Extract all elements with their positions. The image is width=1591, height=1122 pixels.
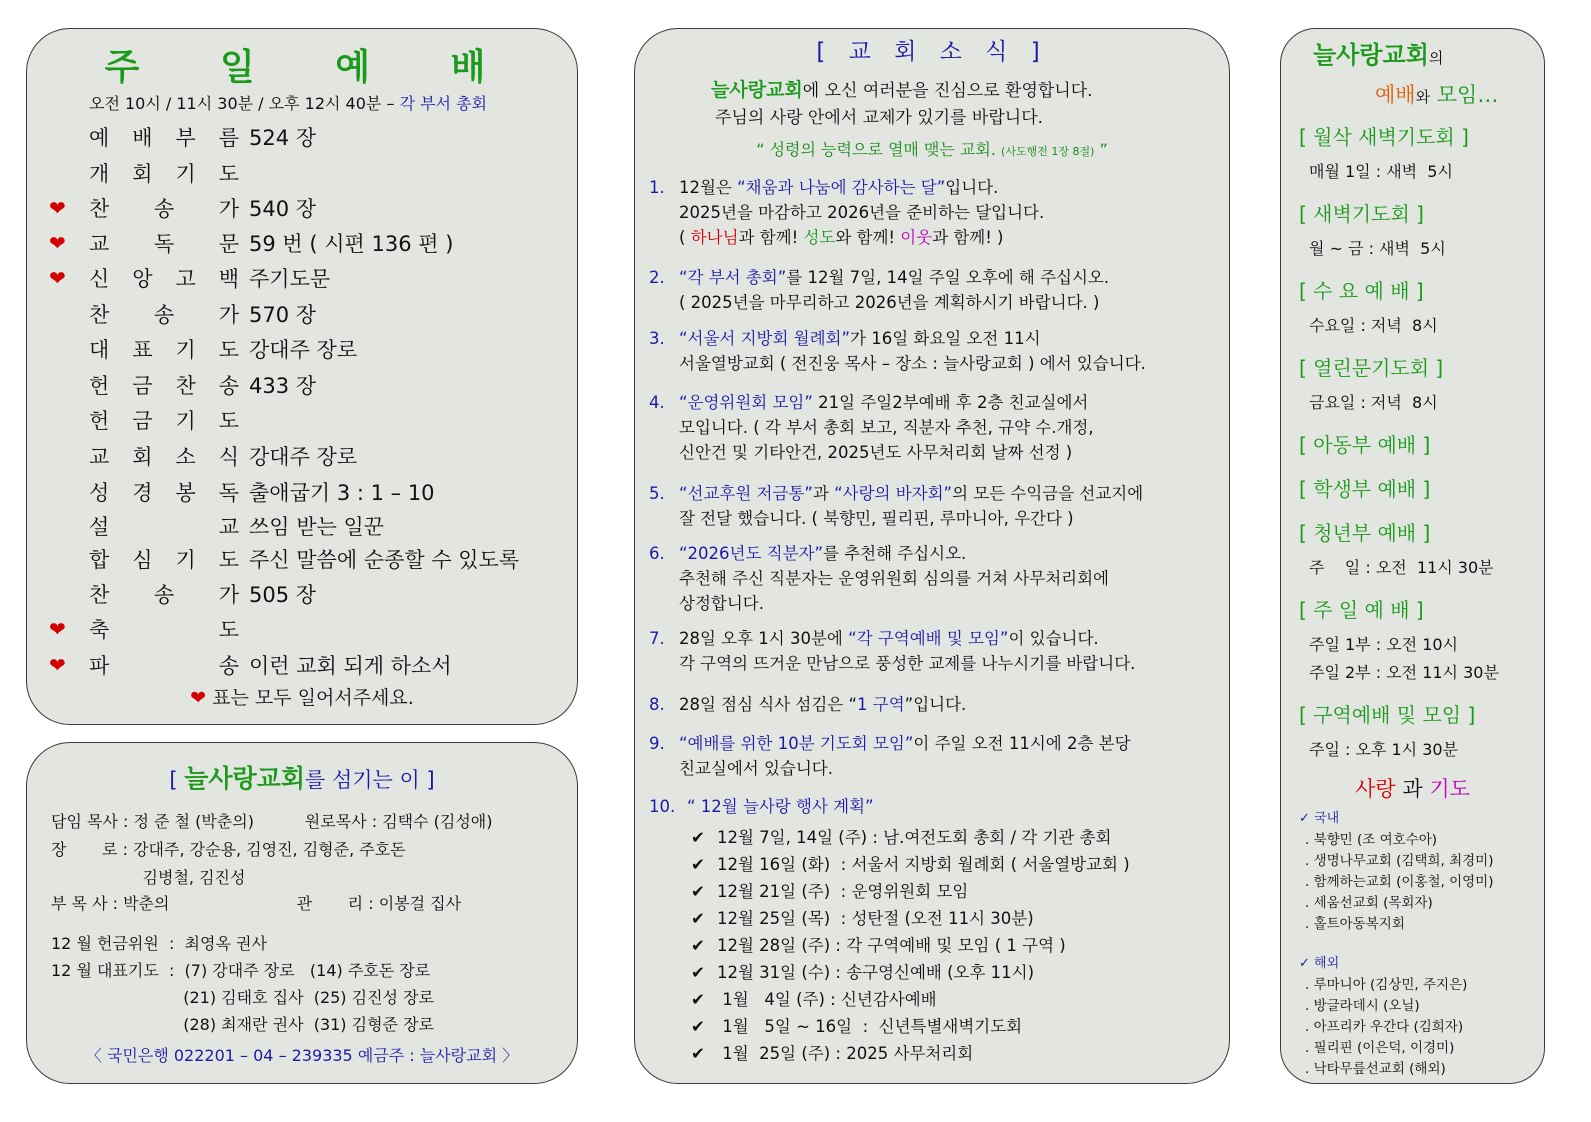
worship-order-item [49,648,452,682]
heart-icon: ❤ [190,687,207,709]
worship-order-label: 신 앙 고 백 [89,267,239,291]
church-motto: “ 성령의 능력으로 열매 맺는 교회. (사도행전 1장 8절) ” [756,140,1108,159]
meeting-time: 주 일 : 오전 11시 30분 [1309,558,1494,577]
worship-order-label: 예 배 부 름 [89,126,239,150]
mission-item: . 필리핀 (이은덕, 이경미) [1305,1040,1455,1056]
plan-item [691,851,1130,875]
welcome-line-2: 주님의 사랑 안에서 교제가 있기를 바랍니다. [715,108,1044,128]
meeting-heading: [ 수 요 예 배 ] [1299,279,1424,303]
servants-panel [26,742,578,1084]
worship-order-label: 합 심 기 도 [89,548,239,572]
worship-order-item [49,612,249,646]
servants-line: (28) 최재란 권사 (31) 김형준 장로 [51,1015,434,1034]
worship-order-item [49,226,453,260]
worship-order-value: 59 번 ( 시편 136 편 ) [249,232,454,256]
worship-order-value: 강대주 장로 [249,338,358,362]
mission-item: . 낙타무릎선교회 (해외) [1305,1061,1446,1077]
church-news-panel [634,28,1230,1084]
news-item-1: 1. 12월은 “채움과 나눔에 감사하는 달”입니다. 2025년을 마감하고 2026년을 준비하는 달입니다. ( 하나님과 함께! 성도와 함께! 이웃과 함께! ) [649,178,1045,247]
worship-order-item [49,475,435,509]
worship-order-item [49,156,249,190]
checkmark-icon: ✔ [691,855,705,874]
worship-order-value: 524 장 [249,126,317,150]
mission-item: . 홀트아동복지회 [1305,916,1405,932]
meeting-time: 주일 1부 : 오전 10시 [1309,635,1459,654]
checkmark-icon: ✔ [691,1044,705,1063]
worship-order-item [49,439,357,473]
plan-item [691,932,1066,956]
servants-line: 담임 목사 : 정 준 철 (박춘의) 원로목사 : 김택수 (김성애) [51,812,493,831]
meeting-heading: [ 청년부 예배 ] [1299,521,1431,545]
worship-order-value: 주기도문 [249,267,331,291]
servants-title: [ 늘사랑교회를 섬기는 이 ] [169,764,435,793]
plan-text: 1월 4일 (주) : 신년감사예배 [717,990,937,1009]
servants-line: 부 목 사 : 박춘의 관 리 : 이봉걸 집사 [51,894,462,913]
standing-note: ❤ 표는 모두 일어서주세요. [190,687,414,709]
heart-icon: ❤ [49,231,66,255]
worship-order-label: 축 도 [89,618,239,642]
mission-item: . 세움선교회 (목회자) [1305,895,1433,911]
news-title: [ 교 회 소 식 ] [816,39,1048,65]
bank-account: 〈 국민은행 022201 – 04 – 239335 예금주 : 늘사랑교회 〉 [85,1046,519,1065]
plan-item [691,1040,973,1064]
checkmark-icon: ✔ [691,1017,705,1036]
plan-text: 12월 7일, 14일 (주) : 남.여전도회 총회 / 각 기관 총회 [717,828,1112,847]
worship-order-value: 강대주 장로 [249,445,358,469]
worship-order-item [49,542,519,576]
worship-order-label: 찬 송 가 [89,303,239,327]
worship-order-label: 교 회 소 식 [89,445,239,469]
plan-item [691,905,1034,929]
mission-item: . 아프리카 우간다 (김희자) [1305,1019,1464,1035]
meeting-time: 주일 2부 : 오전 11시 30분 [1309,663,1499,682]
meeting-heading: [ 학생부 예배 ] [1299,477,1431,501]
checkmark-icon: ✔ [691,963,705,982]
worship-order-label: 대 표 기 도 [89,338,239,362]
news-item-10: 10. “ 12월 늘사랑 행사 계획” [649,797,874,816]
mission-item: . 루마니아 (김상민, 주지은) [1305,977,1468,993]
heart-icon: ❤ [49,617,66,641]
meetings-church-name: 늘사랑교회의 [1313,41,1444,69]
plan-item [691,959,1034,983]
worship-order-item [49,191,316,225]
meeting-heading: [ 아동부 예배 ] [1299,433,1431,457]
plan-text: 12월 31일 (수) : 송구영신예배 (오후 11시) [717,963,1035,982]
meetings-panel [1280,28,1545,1084]
mission-item: . 북향민 (조 여호수아) [1305,832,1438,848]
news-item-6: 6. “2026년도 직분자”를 추천해 주십시오. 추천해 주신 직분자는 운영위원회 심의를 거쳐 사무처리회에 상정합니다. [649,544,1109,613]
mission-item: . 함께하는교회 (이홍철, 이영미) [1305,874,1494,890]
checkmark-icon: ✔ [691,909,705,928]
plan-text: 12월 28일 (주) : 각 구역예배 및 모임 ( 1 구역 ) [717,936,1066,955]
news-item-9: 9. “예배를 위한 10분 기도회 모임”이 주일 오전 11시에 2층 본당 친교실에서 있습니다. [649,734,1131,778]
servants-line: 12 월 대표기도 : (7) 강대주 장로 (14) 주호돈 장로 [51,961,431,980]
worship-times: 오전 10시 / 11시 30분 / 오후 12시 40분 – 각 부서 총회 [89,94,488,113]
worship-order-item [49,332,357,366]
meeting-heading: [ 구역예배 및 모임 ] [1299,703,1476,727]
worship-order-label: 교 독 문 [89,232,239,256]
meeting-heading: [ 새벽기도회 ] [1299,202,1424,226]
plan-item [691,1013,1022,1037]
servants-line: 12 월 헌금위원 : 최영옥 권사 [51,934,267,953]
checkmark-icon: ✔ [691,882,705,901]
news-item-3: 3. “서울서 지방회 월례회”가 16일 화요일 오전 11시 서울열방교회 ( 전진웅 목사 – 장소 : 늘사랑교회 ) 에서 있습니다. [649,329,1146,373]
worship-order-item [49,368,316,402]
checkmark-icon: ✔ [691,936,705,955]
worship-order-value: 이런 교회 되게 하소서 [249,654,452,678]
plan-text: 12월 21일 (주) : 운영위원회 모임 [717,882,969,901]
mission-item: . 생명나무교회 (김택희, 최경미) [1305,853,1494,869]
mission-item: . 방글라데시 (오닐) [1305,998,1420,1014]
news-item-2: 2. “각 부서 총회”를 12월 7일, 14일 주일 오후에 해 주십시오. ( 2025년을 마무리하고 2026년을 계획하시기 바랍니다. ) [649,268,1110,312]
worship-order-item [49,509,384,543]
plan-text: 12월 16일 (화) : 서울서 지방회 월례회 ( 서울열방교회 ) [717,855,1130,874]
worship-order-label: 성 경 봉 독 [89,481,239,505]
worship-order-label: 찬 송 가 [89,583,239,607]
worship-order-item [49,297,316,331]
worship-order-item [49,120,316,154]
worship-order-label: 찬 송 가 [89,197,239,221]
news-item-4: 4. “운영위원회 모임” 21일 주일2부예배 후 2층 친교실에서 모입니다. ( 각 부서 총회 보고, 직분자 추천, 규약 수.개정, 신안건 및 기타안건, 2025년도 사무처리회 날짜 선정 ) [649,393,1094,462]
meeting-heading: [ 열린문기도회 ] [1299,356,1444,380]
checkmark-icon: ✔ [691,828,705,847]
meeting-heading: [ 월삭 새벽기도회 ] [1299,125,1469,149]
meeting-time: 월 ~ 금 : 새벽 5시 [1309,239,1446,258]
plan-item [691,824,1111,848]
plan-item [691,986,937,1010]
plan-text: 1월 25일 (주) : 2025 사무처리회 [717,1044,974,1063]
worship-order-item [49,403,249,437]
worship-order-item [49,261,330,295]
news-item-8: 8. 28일 점심 식사 섬김은 “1 구역”입니다. [649,695,967,714]
welcome-line: 늘사랑교회에 오신 여러분을 진심으로 환영합니다. [711,79,1093,101]
worship-order-label: 개 회 기 도 [89,162,239,186]
servants-line: (21) 김태호 집사 (25) 김진성 장로 [51,988,434,1007]
meetings-subtitle: 예배와 모임… [1375,83,1499,107]
worship-order-value: 주신 말씀에 순종할 수 있도록 [249,548,520,572]
love-and-prayer-heading: 사랑 과 기도 [1355,777,1470,801]
plan-text: 1월 5일 ~ 16일 : 신년특별새벽기도회 [717,1017,1023,1036]
overseas-missions-label: ✓ 해외 [1299,956,1340,971]
meeting-time: 수요일 : 저녁 8시 [1309,316,1438,335]
heart-icon: ❤ [49,196,66,220]
plan-item [691,878,968,902]
checkmark-icon: ✔ [691,990,705,1009]
worship-order-value: 출애굽기 3 : 1 – 10 [249,481,435,505]
worship-order-label: 헌 금 찬 송 [89,374,239,398]
worship-order-label: 파 송 [89,654,239,678]
worship-title: 주 일 예 배 [104,47,520,88]
worship-order-panel [26,28,578,725]
heart-icon: ❤ [49,653,66,677]
worship-order-value: 433 장 [249,374,317,398]
heart-icon: ❤ [49,266,66,290]
domestic-missions-label: ✓ 국내 [1299,811,1340,826]
worship-order-value: 540 장 [249,197,317,221]
meeting-time: 금요일 : 저녁 8시 [1309,393,1438,412]
news-item-5: 5. “선교후원 저금통”과 “사랑의 바자회”의 모든 수익금을 선교지에 잘 전달 했습니다. ( 북향민, 필리핀, 루마니아, 우간다 ) [649,484,1144,528]
servants-line: 김병철, 김진성 [51,868,246,887]
plan-text: 12월 25일 (목) : 성탄절 (오전 11시 30분) [717,909,1034,928]
meeting-heading: [ 주 일 예 배 ] [1299,598,1424,622]
worship-order-value: 쓰임 받는 일꾼 [249,515,385,539]
worship-order-label: 설 교 [89,515,239,539]
meeting-time: 주일 : 오후 1시 30분 [1309,740,1459,759]
news-item-7: 7. 28일 오후 1시 30분에 “각 구역예배 및 모임”이 있습니다. 각 구역의 뜨거운 만남으로 풍성한 교제를 나누시기를 바랍니다. [649,629,1136,673]
worship-order-item [49,577,316,611]
servants-line: 장 로 : 강대주, 강순용, 김영진, 김형준, 주호돈 [51,840,406,859]
worship-order-value: 570 장 [249,303,317,327]
meeting-time: 매월 1일 : 새벽 5시 [1309,162,1453,181]
worship-order-label: 헌 금 기 도 [89,409,239,433]
worship-order-value: 505 장 [249,583,317,607]
